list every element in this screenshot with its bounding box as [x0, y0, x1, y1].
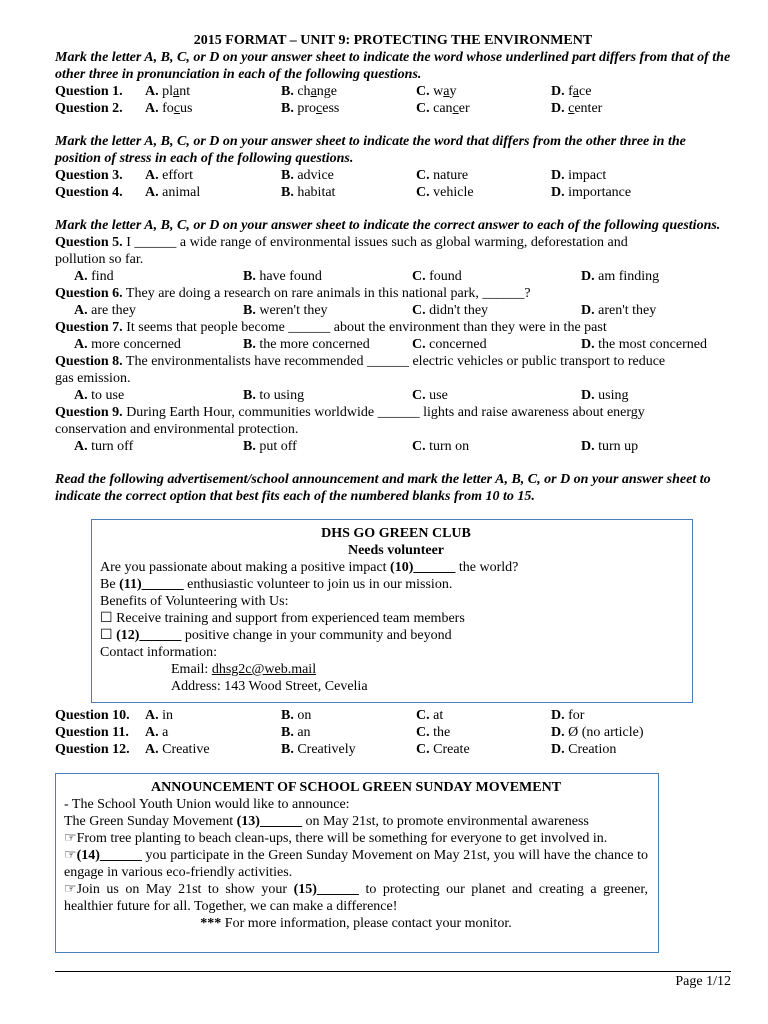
option-a: A. in [145, 708, 174, 723]
option-c: C. way [416, 84, 457, 99]
instruction-pronunciation: Mark the letter A, B, C, or D on your answer sheet to indicate the word whose underlined part differs from that of the other three in pronunciation in each of the following questions. [55, 50, 731, 82]
instruction-correct-answer: Mark the letter A, B, C, or D on your answer sheet to indicate the correct answer to each of the following questions. [55, 218, 721, 233]
page-title: 2015 FORMAT – UNIT 9: PROTECTING THE ENVIRONMENT [193, 33, 593, 48]
option-a: A. to use [74, 388, 125, 403]
option-a: A. plant [145, 84, 191, 99]
option-d: D. the most concerned [581, 337, 707, 352]
advertisement-box [91, 519, 693, 703]
ad-line-2: Be (11)______ enthusiastic volunteer to join us in our mission. [100, 577, 453, 592]
announcement-line-3: ☞From tree planting to beach clean-ups, there will be something for everyone to get involved in. [64, 831, 608, 846]
question-7: Question 7. It seems that people become ______ about the environment than they were in the past [55, 320, 607, 335]
option-c: C. found [412, 269, 462, 284]
question-6: Question 6. They are doing a research on rare animals in this national park, ______? [55, 286, 531, 301]
option-d: D. face [551, 84, 592, 99]
question-2 [55, 100, 731, 117]
option-b: B. to using [243, 388, 305, 403]
question-10 [55, 707, 731, 724]
option-b: B. the more concerned [243, 337, 370, 352]
question-label: Question 11. [55, 725, 129, 740]
question-8-options [55, 387, 731, 404]
option-c: C. the [416, 725, 451, 740]
announcement-title: ANNOUNCEMENT OF SCHOOL GREEN SUNDAY MOVEMENT [150, 780, 562, 795]
checkbox-icon: ☐ [100, 611, 113, 626]
option-c: C. cancer [416, 101, 470, 116]
question-5-options [55, 268, 731, 285]
option-c: C. use [412, 388, 448, 403]
page-number: Page 1/12 [675, 974, 731, 989]
ad-line-3: Benefits of Volunteering with Us: [100, 594, 289, 609]
checkbox-icon: ☐ [100, 628, 113, 643]
option-b: B. have found [243, 269, 322, 284]
ad-subtitle: Needs volunteer [347, 543, 445, 558]
question-1 [55, 83, 731, 100]
option-b: B. habitat [281, 185, 336, 200]
option-c: C. turn on [412, 439, 470, 454]
option-d: D. using [581, 388, 629, 403]
option-d: D. center [551, 101, 603, 116]
ad-address: Address: 143 Wood Street, Cevelia [171, 679, 368, 694]
ad-line-5: ☐ (12)______ positive change in your community and beyond [100, 628, 452, 643]
email-link[interactable]: dhsg2c@web.mail [211, 662, 317, 677]
question-label: Question 4. [55, 185, 123, 200]
question-4 [55, 184, 731, 201]
question-9: Question 9. During Earth Hour, communities worldwide ______ lights and raise awareness about energy [55, 405, 645, 420]
option-a: A. animal [145, 185, 201, 200]
announcement-box [55, 773, 659, 953]
questions-10-12 [55, 707, 731, 758]
option-a: A. focus [145, 101, 193, 116]
option-b: B. process [281, 101, 340, 116]
option-d: D. for [551, 708, 585, 723]
question-7-options [55, 336, 731, 353]
option-a: A. effort [145, 168, 193, 183]
option-b: B. change [281, 84, 337, 99]
page-top [55, 32, 731, 505]
option-c: C. nature [416, 168, 469, 183]
ad-email: Email: dhsg2c@web.mail [171, 662, 317, 677]
option-b: B. put off [243, 439, 297, 454]
pointing-hand-icon: ☞ [64, 882, 77, 897]
option-a: A. find [74, 269, 114, 284]
option-d: D. importance [551, 185, 632, 200]
option-d: D. impact [551, 168, 607, 183]
option-c: C. at [416, 708, 444, 723]
announcement-line-2: The Green Sunday Movement (13)______ on May 21st, to promote environmental awareness [64, 814, 589, 829]
ad-line-6: Contact information: [100, 645, 218, 660]
option-b: B. an [281, 725, 311, 740]
question-8-cont: gas emission. [55, 371, 131, 386]
option-d: D. Ø (no article) [551, 725, 644, 740]
option-a: A. more concerned [74, 337, 181, 352]
instruction-reading: Read the following advertisement/school announcement and mark the letter A, B, C, or D on your answer sheet to indicate the correct option that best fits each of the numbered blanks from 10 to 15. [55, 472, 711, 504]
option-b: B. weren't they [243, 303, 328, 318]
option-a: A. turn off [74, 439, 134, 454]
question-11 [55, 724, 731, 741]
option-a: A. Creative [145, 742, 210, 757]
question-label: Question 2. [55, 101, 123, 116]
question-3 [55, 167, 731, 184]
ad-line-4: ☐ Receive training and support from experienced team members [100, 611, 465, 626]
question-8: Question 8. The environmentalists have recommended ______ electric vehicles or public transport to reduce [55, 354, 666, 369]
ad-title: DHS GO GREEN CLUB [321, 526, 471, 541]
question-label: Question 10. [55, 708, 130, 723]
question-5-cont: pollution so far. [55, 252, 144, 267]
pointing-hand-icon: ☞ [64, 848, 77, 863]
option-d: D. aren't they [581, 303, 657, 318]
announcement-line-1: - The School Youth Union would like to announce: [64, 797, 350, 812]
option-a: A. are they [74, 303, 136, 318]
option-c: C. vehicle [416, 185, 474, 200]
option-d: D. turn up [581, 439, 639, 454]
option-b: B. on [281, 708, 312, 723]
option-c: C. concerned [412, 337, 487, 352]
instruction-stress: Mark the letter A, B, C, or D on your answer sheet to indicate the word that differs from the other three in the position of stress in each of the following questions. [55, 134, 686, 166]
option-b: B. Creatively [281, 742, 356, 757]
question-5: Question 5. I ______ a wide range of environmental issues such as global warming, deforestation and [55, 235, 628, 250]
option-c: C. Create [416, 742, 470, 757]
footer-divider [55, 971, 731, 972]
option-d: D. Creation [551, 742, 617, 757]
question-9-options [55, 438, 731, 455]
question-label: Question 3. [55, 168, 123, 183]
announcement-line-5: ☞Join us on May 21st to show your (15)______ to protecting our planet and creating a greener, healthier future for all. Together, we can make a difference! [64, 882, 648, 914]
announcement-line-4: ☞(14)______ you participate in the Green Sunday Movement on May 21st, you will have the chance to engage in various eco-friendly activities. [64, 848, 648, 880]
question-label: Question 1. [55, 84, 123, 99]
question-6-options [55, 302, 731, 319]
question-label: Question 12. [55, 742, 130, 757]
question-9-cont: conservation and environmental protection. [55, 422, 299, 437]
announcement-line-6: *** For more information, please contact your monitor. [200, 916, 512, 931]
question-12 [55, 741, 731, 758]
pointing-hand-icon: ☞ [64, 831, 77, 846]
option-b: B. advice [281, 168, 334, 183]
option-a: A. a [145, 725, 169, 740]
ad-line-1: Are you passionate about making a positive impact (10)______ the world? [100, 560, 519, 575]
option-d: D. am finding [581, 269, 660, 284]
option-c: C. didn't they [412, 303, 489, 318]
